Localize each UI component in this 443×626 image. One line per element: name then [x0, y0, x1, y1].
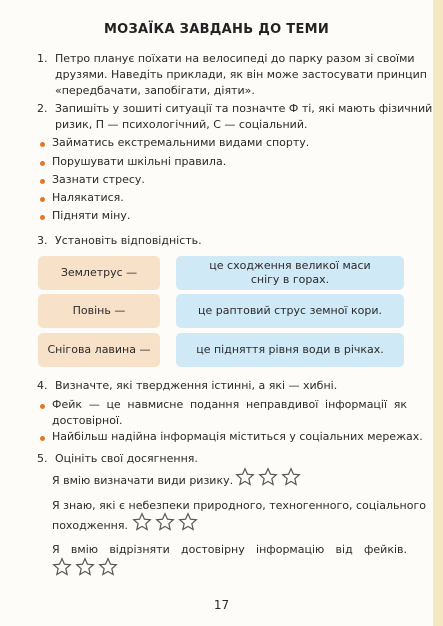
task-2-item: Налякатися.	[52, 191, 124, 204]
task-2-item: Займатись екстремальними видами спорту.	[52, 136, 310, 149]
task-3-text: Установіть відповідність.	[55, 234, 202, 247]
task-2-item: Зазнати стресу.	[52, 173, 145, 186]
task-4-number: 4.	[37, 379, 48, 392]
match-left-box	[38, 256, 160, 290]
star-icon[interactable]	[178, 512, 198, 532]
self-assessment-line: походження.	[52, 519, 128, 532]
page-number: 17	[213, 598, 230, 612]
task-5-text: Оцініть свої досягнення.	[55, 452, 198, 465]
bullet-icon	[40, 142, 45, 147]
bullet-icon	[40, 436, 45, 441]
bullet-icon	[40, 179, 45, 184]
star-icon[interactable]	[235, 467, 255, 487]
bullet-icon	[40, 197, 45, 202]
task-4-text: Визначте, які твердження істинні, а які — хибні.	[55, 379, 338, 392]
task-2-item: Підняти міну.	[52, 209, 131, 222]
task-5-number: 5.	[37, 452, 48, 465]
star-rating[interactable]	[235, 467, 301, 487]
self-assessment-line: Я вмію відрізняти достовірну інформацію від фейків.	[52, 543, 407, 556]
task-4-item-line: Фейк — це навмисне подання неправдивої інформації як	[52, 398, 407, 411]
task-2-line-2: ризик, П — психологічний, С — соціальний.	[55, 118, 308, 131]
match-right-label: це сходження великої маси снігу в горах.	[209, 259, 371, 286]
match-left-label: Повінь —	[72, 304, 126, 317]
star-icon[interactable]	[52, 557, 72, 577]
star-icon[interactable]	[132, 512, 152, 532]
bullet-icon	[40, 161, 45, 166]
match-right-box	[176, 256, 404, 290]
task-4-item-line: Найбільш надійна інформація міститься у соціальних мережах.	[52, 430, 423, 443]
star-icon[interactable]	[281, 467, 301, 487]
task-2-item: Порушувати шкільні правила.	[52, 155, 227, 168]
task-1-line-1: Петро планує поїхати на велосипеді до парку разом зі своїми	[55, 52, 415, 65]
task-1-number: 1.	[37, 52, 48, 65]
bullet-icon	[40, 404, 45, 409]
match-right-box	[176, 333, 404, 367]
page-title: МОЗАЇКА ЗАВДАНЬ ДО ТЕМИ	[103, 22, 330, 37]
task-2-number: 2.	[37, 102, 48, 115]
match-left-label: Землетрус —	[60, 266, 138, 279]
star-icon[interactable]	[258, 467, 278, 487]
match-left-box	[38, 294, 160, 328]
task-4-item-line: достовірної.	[52, 414, 123, 427]
match-right-box	[176, 294, 404, 328]
star-rating[interactable]	[132, 512, 198, 532]
match-right-label: це підняття рівня води в річках.	[196, 343, 384, 356]
self-assessment-line: Я вмію визначати види ризику.	[52, 474, 234, 487]
match-right-label: це раптовий струс земної кори.	[198, 304, 382, 317]
star-icon[interactable]	[75, 557, 95, 577]
task-3-number: 3.	[37, 234, 48, 247]
bullet-icon	[40, 215, 45, 220]
task-1-line-3: «передбачати, запобігати, діяти».	[55, 84, 255, 97]
task-1-line-2: друзями. Наведіть приклади, як він може застосувати принцип	[55, 68, 427, 81]
match-left-label: Снігова лавина —	[47, 343, 151, 356]
page-edge	[433, 0, 443, 626]
match-left-box	[38, 333, 160, 367]
self-assessment-line: Я знаю, які є небезпеки природного, техногенного, соціального	[52, 499, 426, 512]
task-2-line-1: Запишіть у зошиті ситуації та позначте Ф ті, які мають фізичний	[55, 102, 433, 115]
star-icon[interactable]	[98, 557, 118, 577]
star-rating[interactable]	[52, 557, 118, 577]
star-icon[interactable]	[155, 512, 175, 532]
